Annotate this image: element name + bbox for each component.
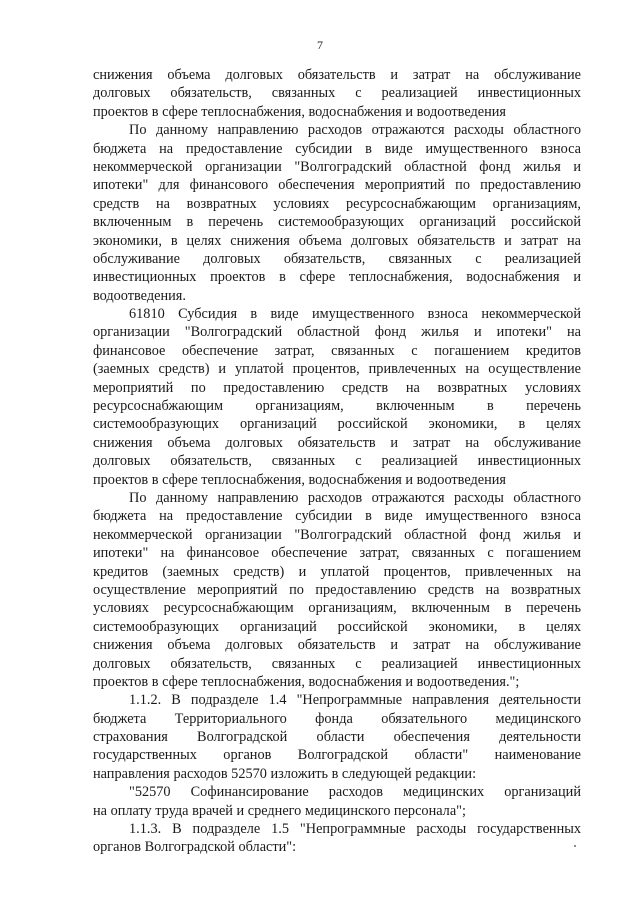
document-body <box>93 66 581 857</box>
text-line: некоммерческой организации "Волгоградский областной фонд жилья и <box>93 158 581 175</box>
text-line: обслуживание долговых обязательств, связанных с реализацией <box>93 250 581 267</box>
text-line: финансовое обеспечение затрат, связанных с погашением кредитов <box>93 342 581 359</box>
page-number: 7 <box>317 38 323 52</box>
text-line: долговых обязательств, связанных с реализацией инвестиционных <box>93 453 581 470</box>
text-line: проектов в сфере теплоснабжения, водоснабжения и водоотведения <box>93 103 506 120</box>
paragraph <box>93 66 581 121</box>
text-line: направления расходов 52570 изложить в следующей редакции: <box>93 765 477 782</box>
paragraph <box>93 305 581 489</box>
text-line: 61810 Субсидия в виде имущественного взноса некоммерческой <box>129 306 581 323</box>
text-line: долговых обязательств, связанных с реализацией инвестиционных <box>93 85 581 102</box>
text-line: инвестиционных проектов в сфере теплоснабжения, водоснабжения и <box>93 269 581 286</box>
text-line: осуществление мероприятий по предоставлению средств на возвратных <box>93 581 581 598</box>
text-line: системообразующих организаций российской экономики, в целях <box>93 618 581 635</box>
text-line: мероприятий по предоставлению средств на возвратных условиях <box>93 379 581 396</box>
text-line: ресурсоснабжающим организациям, включенным в перечень <box>93 398 581 415</box>
text-line: долговых обязательств, связанных с реализацией инвестиционных <box>93 655 581 672</box>
text-line: некоммерческой организации "Волгоградский областной фонд жилья и <box>93 526 581 543</box>
text-line: 1.1.3. В подразделе 1.5 "Непрограммные расходы государственных <box>129 821 581 838</box>
text-line: снижения объема долговых обязательств и затрат на обслуживание <box>93 637 581 654</box>
text-line: бюджета на предоставление субсидии в виде имущественного взноса <box>93 140 581 157</box>
text-line: снижения объема долговых обязательств и затрат на обслуживание <box>93 67 581 83</box>
text-line: кредитов (заемных средств) и уплатой процентов, привлеченных на <box>93 563 581 580</box>
text-line: По данному направлению расходов отражаются расходы областного <box>129 489 581 506</box>
text-line: проектов в сфере теплоснабжения, водоснабжения и водоотведения <box>93 471 506 488</box>
text-line: средств на возвратных условиях ресурсоснабжающим организациям, <box>93 195 581 212</box>
paragraph <box>93 691 581 783</box>
text-line: организации "Волгоградский областной фонд жилья и ипотеки" на <box>93 324 581 341</box>
text-line: бюджета на предоставление субсидии в виде имущественного взноса <box>93 508 581 525</box>
text-line: включенным в перечень системообразующих организаций российской <box>93 214 581 231</box>
text-line: на оплату труда врачей и среднего медицинского персонала"; <box>93 802 466 819</box>
text-line: проектов в сфере теплоснабжения, водоснабжения и водоотведения."; <box>93 673 520 690</box>
text-line: экономики, в целях снижения объема долговых обязательств и затрат на <box>93 232 581 249</box>
text-line: органов Волгоградской области": <box>93 839 297 856</box>
paragraph <box>93 820 581 857</box>
text-line: 1.1.2. В подразделе 1.4 "Непрограммные направления деятельности <box>129 692 581 709</box>
paragraph <box>93 121 581 305</box>
paragraph <box>93 783 581 820</box>
text-line: бюджета Территориального фонда обязательного медицинского <box>93 710 581 727</box>
text-line: ипотеки" на финансовое обеспечение затрат, связанных с погашением <box>93 545 581 562</box>
paragraph <box>93 489 581 691</box>
text-line: По данному направлению расходов отражаются расходы областного <box>129 122 581 139</box>
text-line: водоотведения. <box>93 287 186 304</box>
text-line: государственных органов Волгоградской области" наименование <box>93 747 581 764</box>
text-line: системообразующих организаций российской экономики, в целях <box>93 416 581 433</box>
text-line: условиях ресурсоснабжающим организациям, включенным в перечень <box>93 600 581 617</box>
text-line: "52570 Софинансирование расходов медицинских организаций <box>129 784 581 801</box>
text-line: (заемных средств) и уплатой процентов, привлеченных на осуществление <box>93 361 581 378</box>
scan-mark <box>574 845 576 847</box>
text-line: снижения объема долговых обязательств и затрат на обслуживание <box>93 434 581 451</box>
text-line: ипотеки" для финансового обеспечения мероприятий по предоставлению <box>93 177 581 194</box>
text-line: страхования Волгоградской области обеспечения деятельности <box>93 729 581 746</box>
